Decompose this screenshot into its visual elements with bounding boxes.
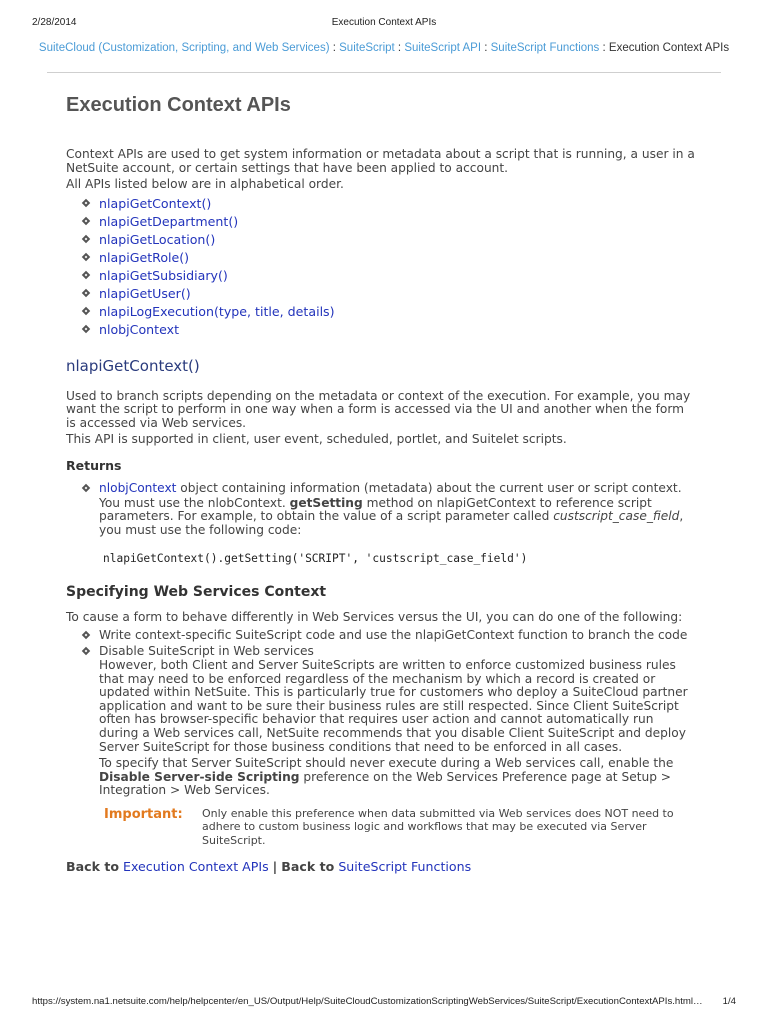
getcontext-description: Used to branch scripts depending on the metadata or context of the execution. For example, you may want the script to perform in one way when a form is accessed via the UI and another when the form is accessed via Web services. [66, 388, 691, 430]
ws-intro: To cause a form to behave differently in Web Services versus the UI, you can do one of the following: [66, 610, 683, 625]
disable-server-scripting-pref: Disable Server-side Scripting [99, 769, 300, 784]
breadcrumb [0, 42, 768, 54]
breadcrumb-link-suitecloud[interactable]: SuiteCloud (Customization, Scripting, and Web Services) [38, 42, 330, 54]
section-heading-nlapigetcontext: nlapiGetContext() [66, 356, 200, 375]
section-heading-ws-context: Specifying Web Services Context [66, 584, 327, 601]
list-item [66, 645, 696, 798]
list-item [66, 287, 696, 302]
back-links [66, 859, 696, 874]
list-item [66, 251, 696, 266]
link-nlobjcontext[interactable]: nlobjContext [99, 322, 180, 338]
print-title: Execution Context APIs [331, 17, 437, 28]
param-name: custscript_case_field [553, 509, 680, 524]
link-nlapigetsubsidiary[interactable]: nlapiGetSubsidiary() [99, 268, 228, 284]
ws-options-list [66, 629, 696, 798]
page-title: Execution Context APIs [66, 94, 291, 116]
intro-alphabetical-note: All APIs listed below are in alphabetical order. [66, 177, 344, 192]
top-divider [47, 72, 721, 73]
important-note [104, 807, 696, 847]
link-nlapigetuser[interactable]: nlapiGetUser() [99, 286, 191, 302]
diamond-bullet-icon [82, 271, 90, 279]
ws-option-disable: Disable SuiteScript in Web services [99, 644, 314, 659]
getcontext-support-note: This API is supported in client, user event, scheduled, portlet, and Suitelet scripts. [66, 432, 567, 447]
link-nlapigetcontext[interactable]: nlapiGetContext() [99, 195, 212, 211]
back-divider: | [272, 859, 278, 875]
list-item [66, 215, 696, 230]
breadcrumb-link-suitescript[interactable]: SuiteScript [339, 42, 395, 54]
returns-text: object containing information (metadata) about the current user or script context. [176, 480, 682, 495]
getsetting-method: getSetting [289, 495, 363, 510]
ws-option-branch: Write context-specific SuiteScript code and use the nlapiGetContext function to branch the code [99, 627, 688, 642]
diamond-bullet-icon [82, 217, 90, 225]
link-nlapilogexecution[interactable]: nlapiLogExecution(type, title, details) [99, 304, 335, 320]
diamond-bullet-icon [82, 289, 90, 297]
link-nlapigetdepartment[interactable]: nlapiGetDepartment() [99, 213, 239, 229]
print-header [0, 17, 768, 31]
link-nlapigetlocation[interactable]: nlapiGetLocation() [99, 231, 216, 247]
diamond-bullet-icon [82, 199, 90, 207]
back-label: Back to [66, 859, 119, 875]
breadcrumb-separator: : [599, 42, 609, 54]
must-use-text: You must use the nlobContext. [99, 495, 290, 510]
breadcrumb-link-suitescript-api[interactable]: SuiteScript API [404, 42, 482, 54]
important-label: Important: [104, 807, 183, 822]
back-link-execution-context-apis[interactable]: Execution Context APIs [123, 859, 269, 875]
page-number: 1/4 [722, 996, 736, 1007]
returns-heading: Returns [66, 457, 122, 473]
breadcrumb-separator: : [481, 42, 491, 54]
returns-list [66, 482, 696, 537]
link-returns-nlobjcontext[interactable]: nlobjContext [99, 480, 177, 495]
diamond-bullet-icon [82, 307, 90, 315]
must-use-text-3: , you must use the following code: [99, 509, 684, 537]
link-nlapigetrole[interactable]: nlapiGetRole() [99, 250, 190, 266]
diamond-bullet-icon [82, 484, 90, 492]
back-link-suitescript-functions[interactable]: SuiteScript Functions [338, 859, 472, 875]
code-sample: nlapiGetContext().getSetting('SCRIPT', 'custscript_case_field') [103, 552, 528, 566]
diamond-bullet-icon [82, 325, 90, 333]
ws-however-paragraph: However, both Client and Server SuiteScripts are written to enforce customized business rules that may need to be enforced regardless of the mechanism by which a record is created or updated within NetSuite. This is particularly true for customers who deploy a SuiteCloud partner application and want to be sure their business rules are still respected. Since Client SuiteScript often has browser-specific behavior that requires user action and cannot automatically run during a Web services call, NetSuite recommends that you disable Client SuiteScript and deploy Server SuiteScript for those business conditions that need to be enforced in all cases. [99, 658, 688, 754]
diamond-bullet-icon [82, 235, 90, 243]
api-link-list [66, 197, 696, 338]
list-item [66, 305, 696, 320]
important-text: Only enable this preference when data submitted via Web services does NOT need to adhere to custom business logic and workflows that may be executed via Server SuiteScript. [202, 807, 674, 847]
print-footer [0, 996, 768, 1010]
main-content [66, 92, 696, 874]
back-label: Back to [281, 859, 335, 875]
list-item [66, 323, 696, 338]
breadcrumb-separator: : [394, 42, 405, 54]
list-item [66, 197, 696, 212]
ws-specify-text-2: preference on the Web Services Preference page at Setup > Integration > Web Services. [99, 769, 672, 798]
diamond-bullet-icon [82, 631, 90, 639]
breadcrumb-current: Execution Context APIs [608, 42, 730, 54]
breadcrumb-separator: : [329, 42, 340, 54]
diamond-bullet-icon [82, 253, 90, 261]
intro-paragraph: Context APIs are used to get system information or metadata about a script that is running, a user in a NetSuite account, or certain settings that have been applied to account. [66, 147, 695, 175]
list-item [66, 482, 696, 537]
must-use-text-2: method on nlapiGetContext to reference script parameters. For example, to obtain the value of a script parameter called [99, 495, 652, 524]
list-item [66, 269, 696, 284]
diamond-bullet-icon [82, 647, 90, 655]
list-item [66, 233, 696, 248]
ws-specify-text: To specify that Server SuiteScript should never execute during a Web services call, enable the [99, 756, 674, 771]
print-date: 2/28/2014 [32, 17, 77, 28]
list-item [66, 629, 696, 643]
breadcrumb-link-suitescript-functions[interactable]: SuiteScript Functions [490, 42, 600, 54]
print-url: https://system.na1.netsuite.com/help/helpcenter/en_US/Output/Help/SuiteCloudCustomizationScriptingWebServices/SuiteScript/ExecutionContextAPIs.html… [32, 996, 703, 1007]
